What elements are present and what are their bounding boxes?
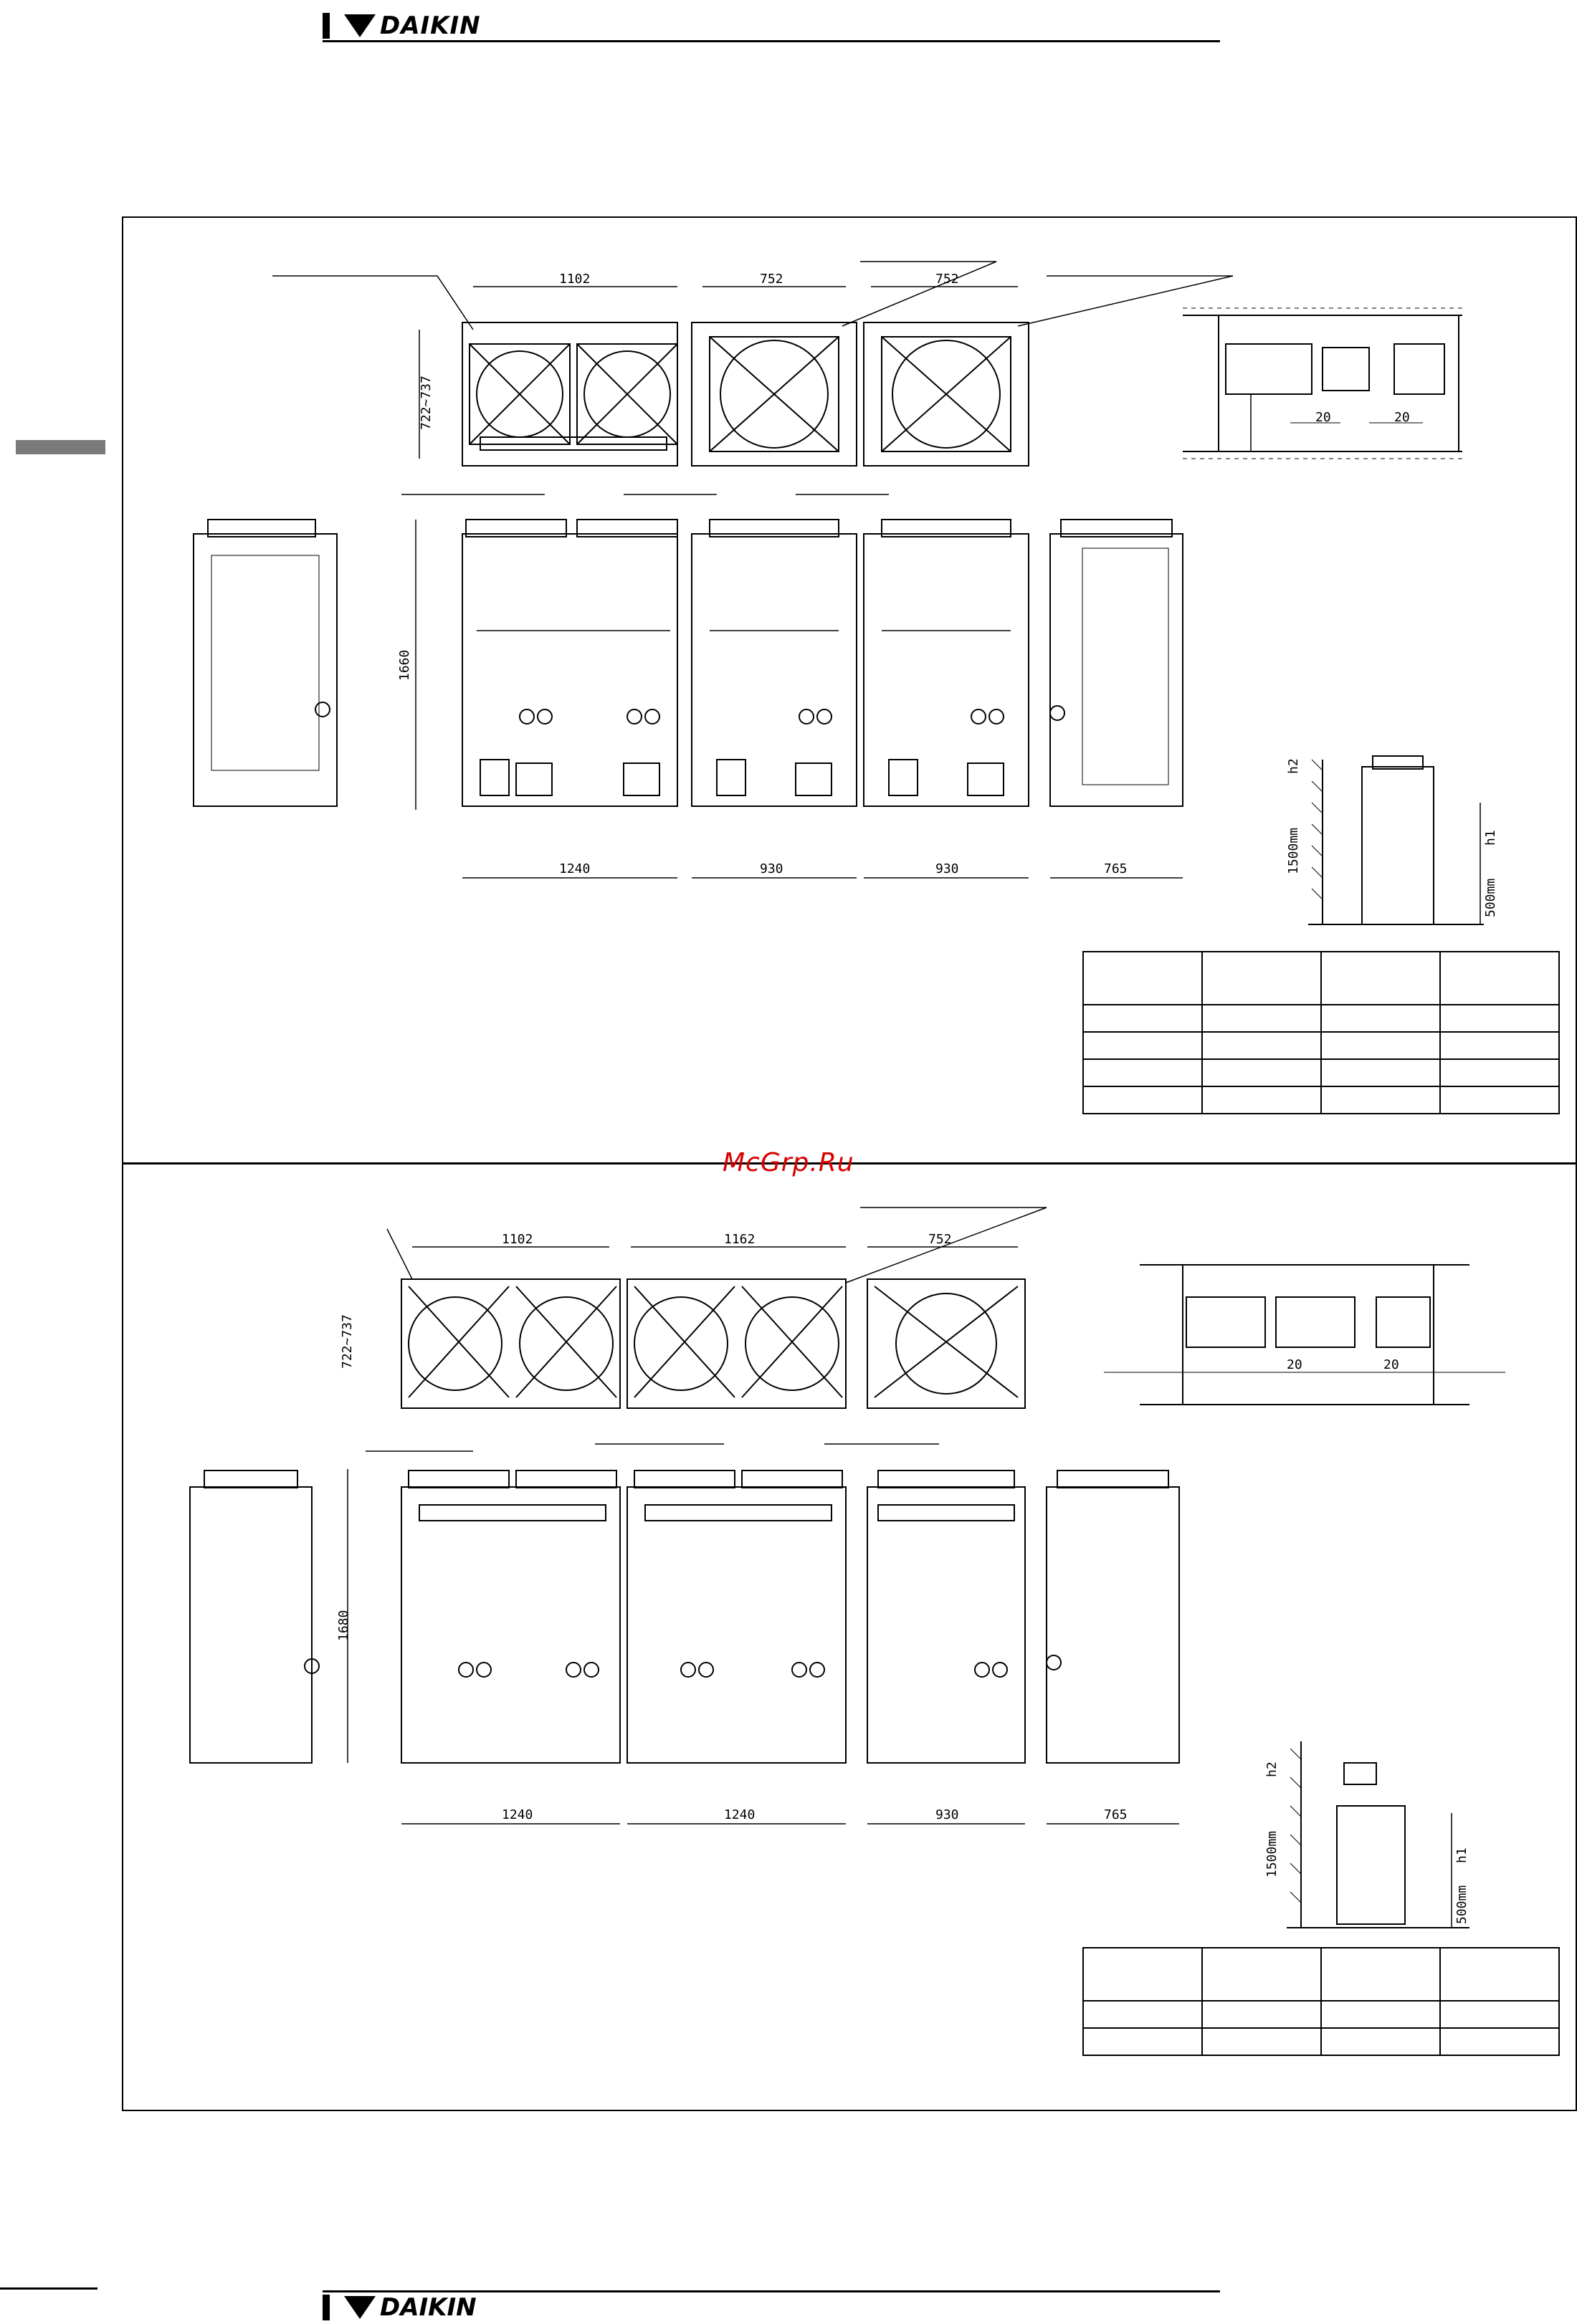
side-view-right-bottom	[1047, 1471, 1179, 1763]
footer-rule	[0, 2287, 97, 2290]
room-dim-b1: 20	[1287, 1357, 1302, 1372]
bottom-dim-3: 930	[935, 861, 959, 876]
spec-table-bottom	[1082, 1947, 1560, 2056]
front-view-top	[462, 520, 1029, 806]
plan-unit-double-bottom-1	[401, 1279, 620, 1408]
watermark: McGrp.Ru	[723, 1148, 854, 1177]
height-range-bottom: 722~737	[340, 1314, 355, 1369]
plan-unit-single-top-2	[864, 322, 1029, 466]
clearance-1500-top: 1500mm	[1286, 827, 1301, 874]
top-dim-1: 1102	[559, 272, 591, 287]
top-dim-2: 752	[760, 272, 783, 287]
plan-unit-single-bottom	[867, 1279, 1025, 1408]
clearance-1500-bottom: 1500mm	[1264, 1830, 1280, 1878]
top-dim-b3: 752	[928, 1232, 952, 1247]
height-bottom: 1680	[336, 1610, 351, 1641]
side-view-right-top	[1050, 520, 1183, 806]
plan-unit-double-bottom-2	[627, 1279, 846, 1408]
plan-unit-single-top-1	[692, 322, 857, 466]
height-top: 1660	[397, 649, 412, 681]
plan-unit-double-top	[462, 322, 677, 466]
top-dim-b1: 1102	[502, 1232, 533, 1247]
room-dim-1: 20	[1315, 410, 1331, 425]
bottom-dim-b1: 1240	[502, 1807, 533, 1822]
spec-table-top	[1082, 951, 1560, 1114]
room-layout-bottom	[1104, 1265, 1505, 1405]
top-dim-3: 752	[935, 272, 959, 287]
h1-top: h1	[1483, 830, 1498, 846]
h1-bottom: h1	[1454, 1847, 1469, 1863]
clearance-500-top: 500mm	[1483, 878, 1498, 917]
room-layout-top	[1183, 308, 1462, 459]
bottom-dim-b4: 765	[1104, 1807, 1128, 1822]
top-dim-b2: 1162	[724, 1232, 756, 1247]
brand-name: DAIKIN	[380, 11, 481, 40]
bottom-dim-b2: 1240	[724, 1807, 756, 1822]
front-view-bottom	[401, 1471, 1025, 1763]
clearance-diagram-bottom	[1287, 1741, 1469, 1928]
daikin-logo-icon	[323, 2293, 477, 2322]
clearance-500-bottom: 500mm	[1454, 1885, 1469, 1924]
side-view-left-top	[194, 520, 337, 806]
room-dim-2: 20	[1394, 410, 1410, 425]
side-view-left-bottom	[190, 1471, 319, 1763]
height-range-top: 722~737	[419, 376, 434, 430]
bottom-dim-b3: 930	[935, 1807, 959, 1822]
bottom-dim-4: 765	[1104, 861, 1128, 876]
h2-top: h2	[1286, 758, 1301, 774]
h2-bottom: h2	[1264, 1761, 1280, 1777]
bottom-dim-1: 1240	[559, 861, 591, 876]
room-dim-b2: 20	[1383, 1357, 1399, 1372]
footer-brand-name: DAIKIN	[380, 2293, 477, 2322]
bottom-dim-2: 930	[760, 861, 783, 876]
clearance-diagram-top	[1308, 756, 1484, 924]
